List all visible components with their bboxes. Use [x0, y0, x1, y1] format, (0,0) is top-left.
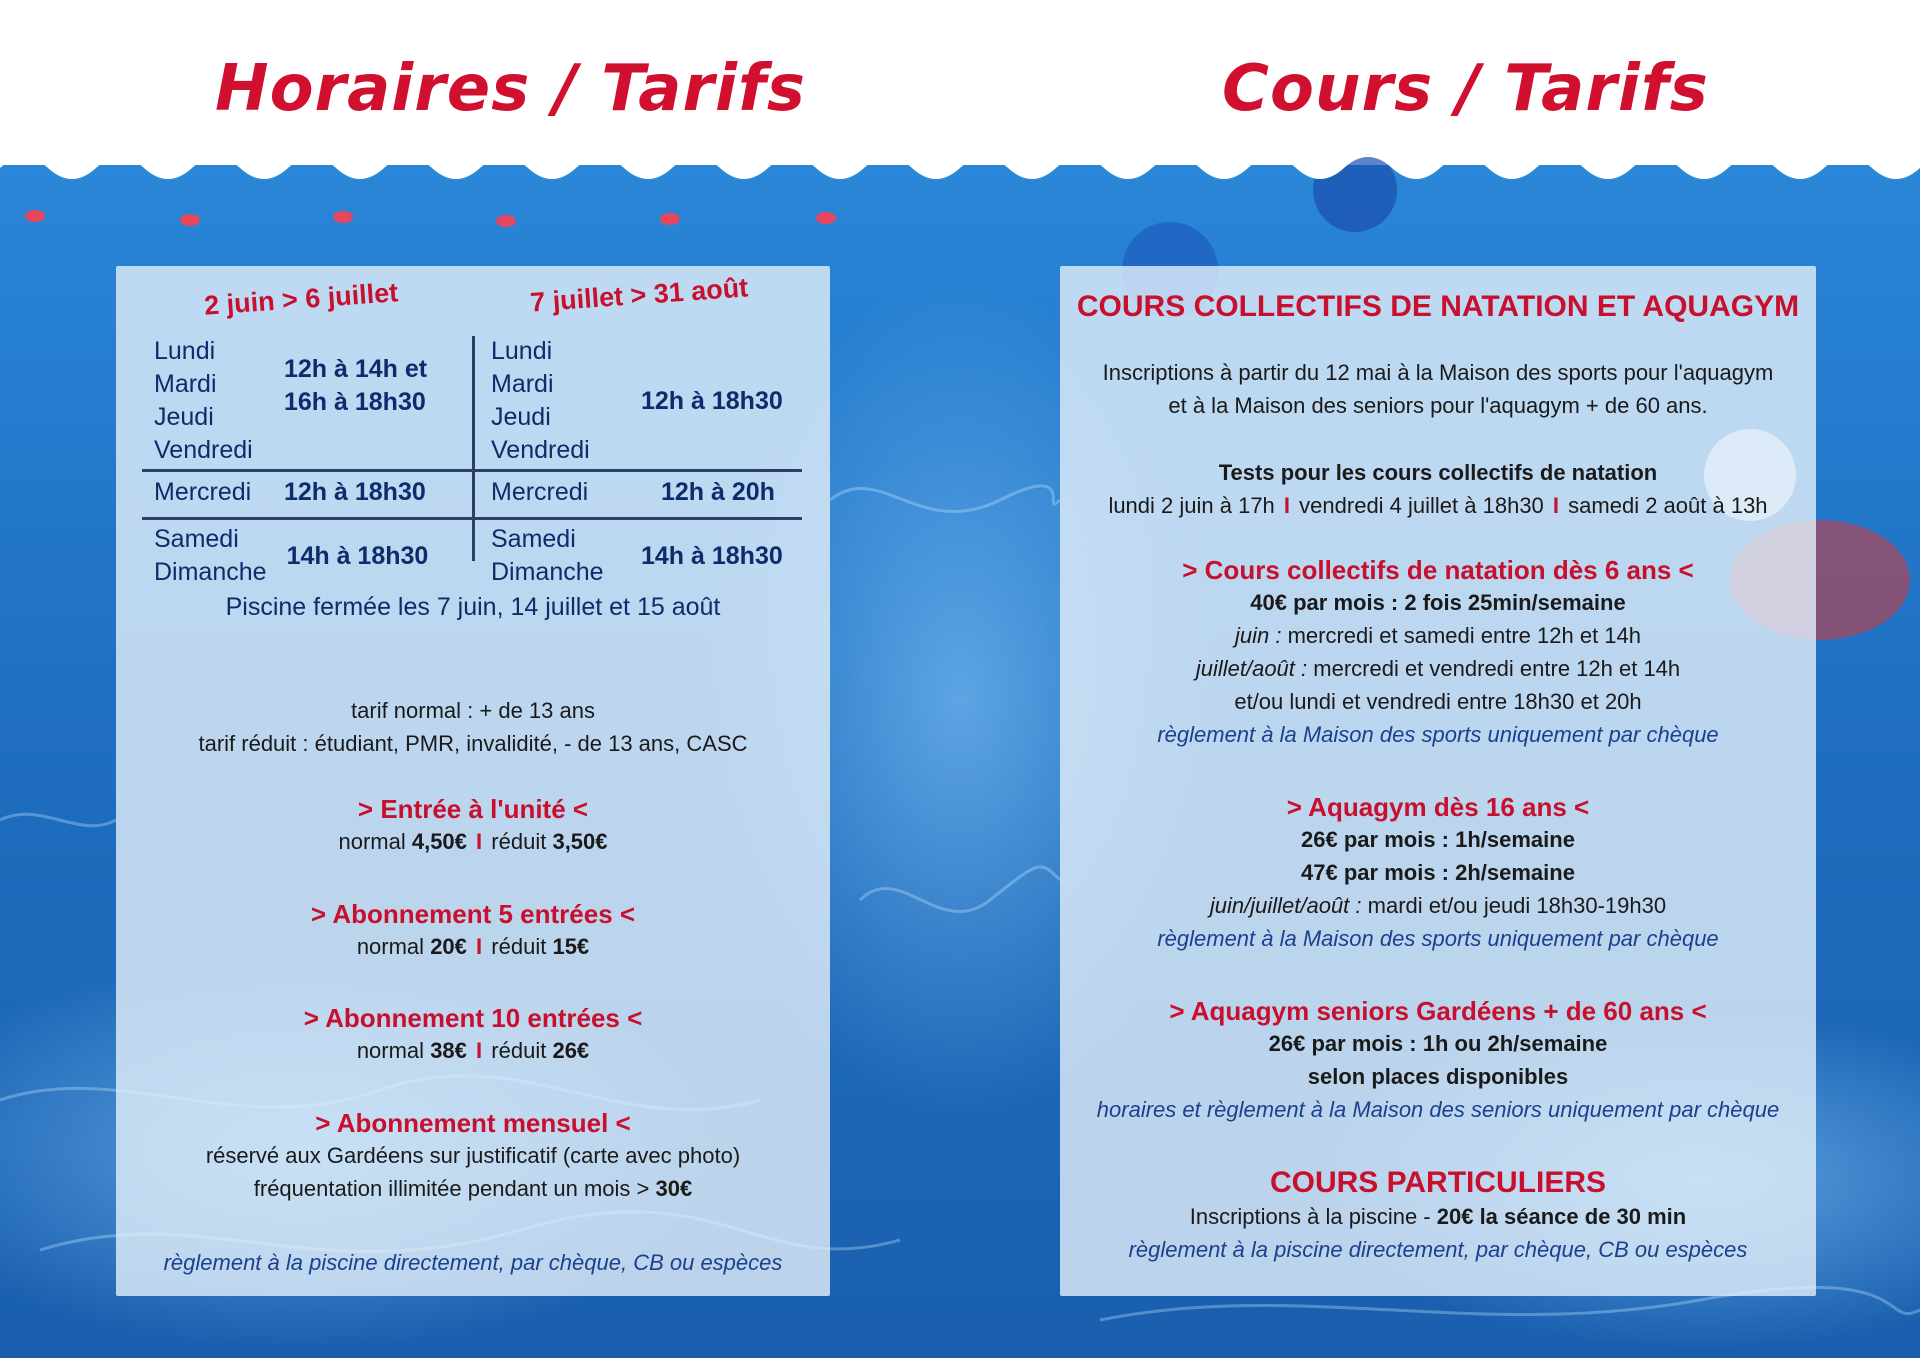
swimming-lessons-heading: > Cours collectifs de natation dès 6 ans <	[1182, 555, 1694, 585]
seniors-price: 26€ par mois : 1h ou 2h/semaine	[1268, 1031, 1608, 1056]
swimming-lessons-section	[1060, 555, 1816, 751]
hours-value: 14h à 18h30	[641, 541, 783, 570]
private-lessons-text: Inscriptions à la piscine -	[1189, 1204, 1431, 1229]
unit-entry-section	[116, 794, 830, 858]
subscription-5-section	[116, 899, 830, 963]
schedule-label: juillet/août :	[1195, 656, 1308, 681]
normal-price: 38€	[430, 1038, 467, 1063]
swimming-lessons-price: 40€ par mois : 2 fois 25min/semaine	[1250, 590, 1626, 615]
day-label: Vendredi	[491, 436, 590, 464]
reduit-label: réduit	[491, 934, 547, 959]
tests-dates	[1060, 489, 1816, 522]
tarif-normal-note: tarif normal : + de 13 ans	[351, 698, 595, 723]
day-label: Mercredi	[154, 478, 252, 506]
day-label: Samedi	[154, 525, 239, 553]
day-label: Dimanche	[154, 558, 267, 586]
schedule-row-wednesday-july	[481, 476, 785, 509]
schedule-divider-1	[142, 469, 802, 472]
day-label: Mardi	[491, 370, 554, 398]
page-title-cours: Cours / Tarifs	[1222, 52, 1709, 126]
monthly-subscription-section	[116, 1108, 830, 1205]
schedule-label: juin :	[1234, 623, 1282, 648]
registration-info-1: Inscriptions à partir du 12 mai à la Maison des sports pour l'aquagym	[1102, 360, 1774, 385]
tests-heading: Tests pour les cours collectifs de natation	[1218, 460, 1658, 485]
normal-label: normal	[356, 934, 425, 959]
schedule-label: juin/juillet/août :	[1209, 893, 1362, 918]
day-label: Samedi	[491, 525, 576, 553]
private-lessons-price: 20€ la séance de 30 min	[1436, 1204, 1687, 1229]
seniors-availability: selon places disponibles	[1307, 1064, 1569, 1089]
day-label: Dimanche	[491, 558, 604, 586]
aquagym-price-1: 26€ par mois : 1h/semaine	[1301, 827, 1575, 852]
lessons-main-heading: COURS COLLECTIFS DE NATATION ET AQUAGYM	[1076, 290, 1800, 323]
reduit-label: réduit	[491, 829, 547, 854]
payment-note: règlement à la piscine directement, par chèque, CB ou espèces	[1128, 1237, 1748, 1262]
day-label: Vendredi	[154, 436, 253, 464]
aquagym-price-2: 47€ par mois : 2h/semaine	[1301, 860, 1575, 885]
schedule-text: mercredi et vendredi entre 12h et 14h	[1313, 656, 1681, 681]
day-label: Mercredi	[491, 478, 589, 506]
payment-note: règlement à la Maison des sports uniquement par chèque	[1157, 722, 1719, 747]
hours-value: 12h à 20h	[661, 478, 775, 506]
payment-note: règlement à la Maison des sports uniquement par chèque	[1157, 926, 1719, 951]
subscription-5-heading: > Abonnement 5 entrées <	[310, 899, 636, 929]
reduit-price: 3,50€	[552, 829, 608, 854]
test-date: lundi 2 juin à 17h	[1108, 493, 1275, 518]
separator: I	[476, 829, 483, 854]
closed-days-note: Piscine fermée les 7 juin, 14 juillet et 15 août	[225, 593, 721, 621]
payment-note-left: règlement à la piscine directement, par chèque, CB ou espèces	[163, 1250, 783, 1275]
normal-price: 20€	[430, 934, 467, 959]
tarif-reduit-note: tarif réduit : étudiant, PMR, invalidité, - de 13 ans, CASC	[198, 731, 748, 756]
private-lessons-section	[1060, 1166, 1816, 1266]
aquagym-section	[1060, 792, 1816, 955]
day-label: Jeudi	[154, 403, 214, 431]
period-july-august: 7 juillet > 31 août	[529, 272, 750, 318]
subscription-10-heading: > Abonnement 10 entrées <	[303, 1003, 643, 1033]
normal-label: normal	[356, 1038, 425, 1063]
reduit-label: réduit	[491, 1038, 547, 1063]
schedule-row-wednesday-june	[144, 476, 436, 509]
hours-value: 12h à 14h et	[284, 355, 428, 383]
schedule-divider-2	[142, 517, 802, 520]
monthly-subscription-heading: > Abonnement mensuel <	[315, 1108, 631, 1138]
day-label: Lundi	[491, 337, 553, 365]
private-lessons-heading: COURS PARTICULIERS	[1269, 1166, 1607, 1199]
reduit-price: 26€	[552, 1038, 590, 1063]
hours-prices-panel	[116, 266, 830, 1296]
registration-info-2: et à la Maison des seniors pour l'aquagym + de 60 ans.	[1168, 393, 1708, 418]
reduit-price: 15€	[552, 934, 590, 959]
day-label: Jeudi	[491, 403, 551, 431]
monthly-price: 30€	[655, 1176, 693, 1201]
schedule-row-weekdays-june	[144, 335, 474, 467]
payment-note: horaires et règlement à la Maison des seniors uniquement par chèque	[1096, 1097, 1780, 1122]
schedule-row-weekend-june	[144, 523, 438, 589]
separator: I	[1552, 493, 1560, 518]
hours-value: 12h à 18h30	[284, 478, 426, 506]
separator: I	[476, 934, 483, 959]
normal-price: 4,50€	[411, 829, 467, 854]
test-date: vendredi 4 juillet à 18h30	[1299, 493, 1544, 518]
hours-value: 14h à 18h30	[286, 541, 429, 570]
schedule-row-weekdays-july	[481, 335, 811, 467]
schedule-text: mercredi et samedi entre 12h et 14h	[1287, 623, 1642, 648]
hours-value: 16h à 18h30	[284, 388, 426, 416]
day-label: Mardi	[154, 370, 217, 398]
aquagym-heading: > Aquagym dès 16 ans <	[1286, 792, 1590, 822]
schedule-text: mardi et/ou jeudi 18h30-19h30	[1367, 893, 1667, 918]
period-june: 2 juin > 6 juillet	[203, 277, 400, 321]
hours-value: 12h à 18h30	[641, 386, 783, 415]
page-title-horaires: Horaires / Tarifs	[215, 52, 806, 126]
monthly-description: fréquentation illimitée pendant un mois >	[253, 1176, 650, 1201]
seniors-aquagym-section	[1060, 996, 1816, 1126]
day-label: Lundi	[154, 337, 216, 365]
schedule-text: et/ou lundi et vendredi entre 18h30 et 20h	[1234, 689, 1642, 714]
seniors-aquagym-heading: > Aquagym seniors Gardéens + de 60 ans <	[1169, 996, 1707, 1026]
test-date: samedi 2 août à 13h	[1568, 493, 1768, 518]
lessons-prices-panel	[1060, 266, 1816, 1296]
schedule-row-weekend-july	[481, 523, 793, 589]
unit-entry-heading: > Entrée à l'unité <	[357, 794, 589, 824]
normal-label: normal	[338, 829, 406, 854]
separator: I	[1283, 493, 1291, 518]
subscription-10-section	[116, 1003, 830, 1067]
separator: I	[476, 1038, 483, 1063]
monthly-condition: réservé aux Gardéens sur justificatif (carte avec photo)	[205, 1143, 741, 1168]
